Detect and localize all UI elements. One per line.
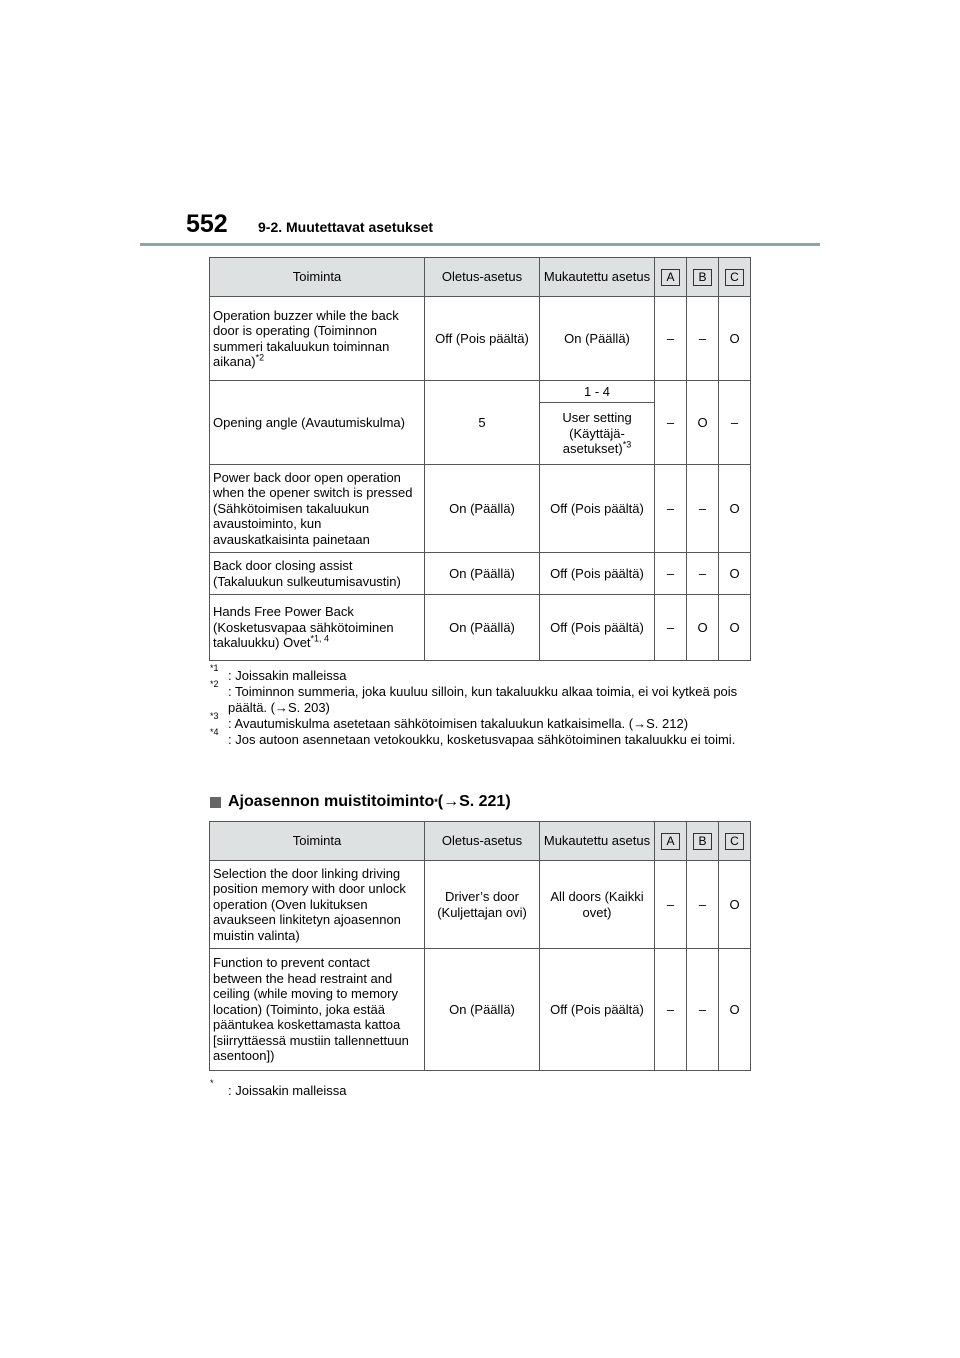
custom-cell: Off (Pois päältä) — [540, 553, 655, 595]
table-row — [210, 595, 751, 661]
footnote: *1 : Joissakin malleissa — [210, 663, 347, 683]
table-row — [210, 553, 751, 595]
settings-table-back-door — [209, 257, 751, 661]
a-cell: – — [655, 465, 687, 553]
header-custom: Mukautettu asetus — [540, 822, 655, 861]
b-cell: – — [687, 861, 719, 949]
table-row — [210, 465, 751, 553]
footnote-text: : Joissakin malleissa — [228, 1083, 347, 1098]
page-reference: (→S. 221) — [437, 793, 511, 810]
settings-table-driving-position-memory — [209, 821, 751, 1071]
function-cell — [210, 297, 425, 381]
footnotes — [210, 1078, 755, 1099]
function-cell: Opening angle (Avautumiskulma) — [210, 381, 425, 465]
header-b — [687, 258, 719, 297]
subsection-heading: Ajoasennon muistitoiminto * (→S. 221) — [210, 793, 511, 811]
function-text: Hands Free Power Back (Kosketusvapaa sähkötoiminen takaluukku) Ovet — [213, 604, 394, 651]
page-number: 552 — [186, 210, 228, 238]
header-a — [655, 822, 687, 861]
footnote-text: : Toiminnon summeria, joka kuuluu silloin, kun takaluukku alkaa toimia, ei voi kytkeä pois päältä. (→S. 203) — [228, 684, 738, 715]
header-function: Toiminta — [210, 258, 425, 297]
footnote-text: : Jos autoon asennetaan vetokoukku, kosketusvapaa sähkötoiminen takaluukku ei toimi. — [228, 732, 736, 747]
function-cell: Back door closing assist (Takaluukun sulkeutumisavustin) — [210, 553, 425, 595]
custom-text: User setting (Käyttäjä-asetukset) — [562, 410, 632, 457]
box-b: B — [693, 833, 712, 850]
footnote-ref: *3 — [622, 439, 632, 450]
footnote: *4 : Jos autoon asennetaan vetokoukku, kosketusvapaa sähkötoiminen takaluukku ei toimi. — [210, 727, 736, 747]
header-b — [687, 822, 719, 861]
table-header-row — [210, 258, 751, 297]
table-row — [210, 949, 751, 1071]
c-cell: O — [719, 861, 751, 949]
a-cell: – — [655, 381, 687, 465]
custom-cell: All doors (Kaikki ovet) — [540, 861, 655, 949]
b-cell: – — [687, 465, 719, 553]
custom-cell: Off (Pois päältä) — [540, 465, 655, 553]
default-cell: 5 — [425, 381, 540, 465]
b-cell: O — [687, 381, 719, 465]
table-row — [210, 861, 751, 949]
subsection-title: Ajoasennon muistitoiminto — [228, 793, 435, 810]
c-cell: – — [719, 381, 751, 465]
b-cell: – — [687, 553, 719, 595]
header-default: Oletus-asetus — [425, 258, 540, 297]
custom-cell: 1 - 4 — [540, 381, 655, 403]
a-cell: – — [655, 297, 687, 381]
function-text: Operation buzzer while the back door is operating (Toiminnon summeri takaluukun toiminnan aikana) — [213, 307, 399, 369]
a-cell: – — [655, 553, 687, 595]
function-cell: Selection the door linking driving position memory with door unlock operation (Oven lukituksen avaukseen linkitetyn ajoasennon muistin valinta) — [210, 861, 425, 949]
header-c — [719, 822, 751, 861]
c-cell: O — [719, 949, 751, 1071]
box-b: B — [693, 269, 712, 286]
footnote-ref: *1, 4 — [310, 633, 330, 644]
box-c: C — [725, 269, 744, 286]
c-cell: O — [719, 553, 751, 595]
function-cell: Function to prevent contact between the head restraint and ceiling (while moving to memory location) (Toiminto, joka estää pääntukea koskettamasta kattoa [siirryttäessä mustiin tallennettuun asentoon]) — [210, 949, 425, 1071]
square-bullet-icon — [210, 797, 221, 808]
a-cell: – — [655, 861, 687, 949]
function-cell: Power back door open operation when the opener switch is pressed (Sähkötoimisen takaluukun avaustoiminto, kun avauskatkaisinta painetaan — [210, 465, 425, 553]
header-custom: Mukautettu asetus — [540, 258, 655, 297]
table-header-row — [210, 822, 751, 861]
footnotes — [210, 663, 755, 748]
header-a — [655, 258, 687, 297]
header-c — [719, 258, 751, 297]
footnote: *2 : Toiminnon summeria, joka kuuluu silloin, kun takaluukku alkaa toimia, ei voi kytkeä pois päältä. (→S. 203) — [210, 679, 738, 715]
a-cell: – — [655, 595, 687, 661]
header-function: Toiminta — [210, 822, 425, 861]
c-cell: O — [719, 465, 751, 553]
default-cell: Driver’s door (Kuljettajan ovi) — [425, 861, 540, 949]
box-a: A — [661, 833, 680, 850]
table-row — [210, 381, 751, 403]
default-cell: On (Päällä) — [425, 553, 540, 595]
custom-cell: Off (Pois päältä) — [540, 595, 655, 661]
function-cell — [210, 595, 425, 661]
custom-cell — [540, 403, 655, 465]
c-cell: O — [719, 595, 751, 661]
footnote-text: : Joissakin malleissa — [228, 668, 347, 683]
default-cell: On (Päällä) — [425, 595, 540, 661]
header-default: Oletus-asetus — [425, 822, 540, 861]
b-cell: – — [687, 297, 719, 381]
footnote-ref: *2 — [255, 352, 265, 363]
header-rule — [140, 243, 820, 246]
default-cell: Off (Pois päältä) — [425, 297, 540, 381]
section-title: 9-2. Muutettavat asetukset — [258, 219, 434, 235]
custom-cell: On (Päällä) — [540, 297, 655, 381]
box-a: A — [661, 269, 680, 286]
footnote-text: : Avautumiskulma asetetaan sähkötoimisen takaluukun katkaisimella. (→S. 212) — [228, 716, 689, 731]
b-cell: – — [687, 949, 719, 1071]
default-cell: On (Päällä) — [425, 949, 540, 1071]
a-cell: – — [655, 949, 687, 1071]
custom-cell: Off (Pois päältä) — [540, 949, 655, 1071]
c-cell: O — [719, 297, 751, 381]
footnote: * : Joissakin malleissa — [210, 1078, 347, 1098]
default-cell: On (Päällä) — [425, 465, 540, 553]
table-row — [210, 297, 751, 381]
footnote: *3 : Avautumiskulma asetetaan sähkötoimisen takaluukun katkaisimella. (→S. 212) — [210, 711, 689, 731]
b-cell: O — [687, 595, 719, 661]
box-c: C — [725, 833, 744, 850]
